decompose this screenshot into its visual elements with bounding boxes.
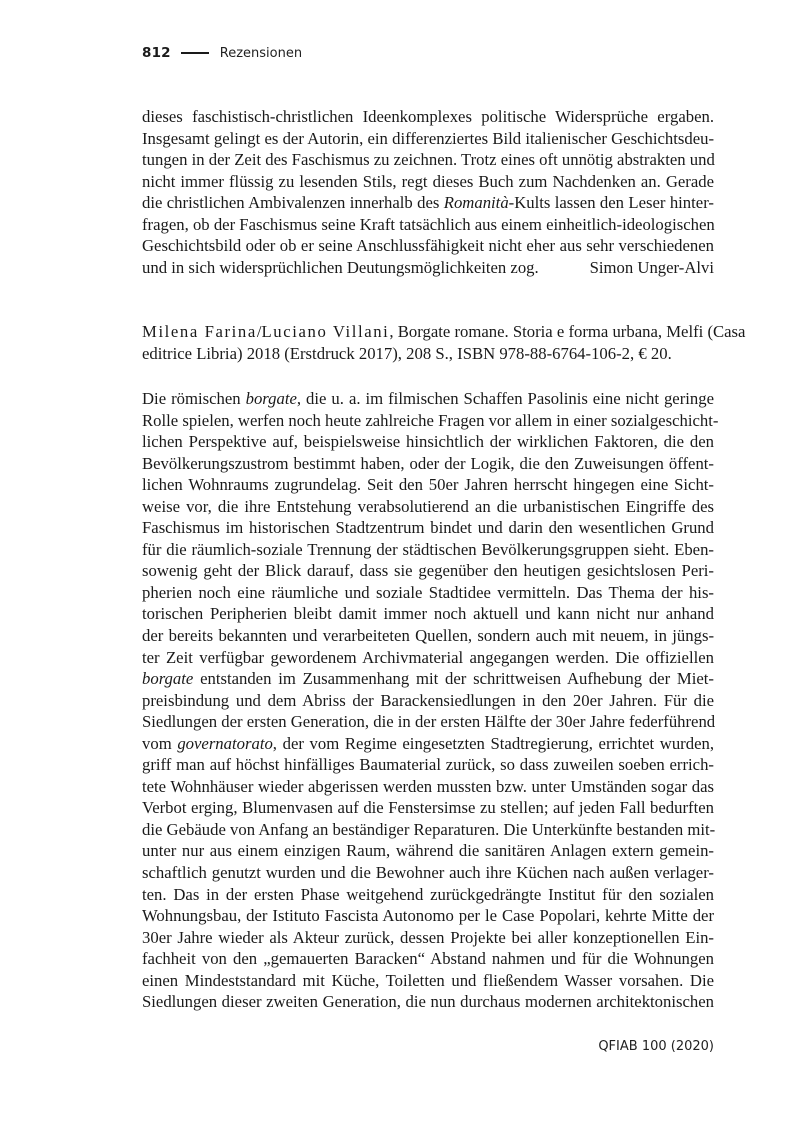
emphasis-borgate: borgate — [245, 389, 297, 408]
text-line — [142, 668, 714, 690]
text-line: tungen in der Zeit des Faschismus zu zeichnen. Trotz eines oft unnötig abstrakten und — [142, 150, 715, 170]
text-line: pherien noch eine räumliche und soziale Stadtidee vermitteln. Das Thema der his- — [142, 582, 714, 602]
text-line: weise vor, die ihre Entstehung verabsolutierend an die urbanistischen Eingriffe des — [142, 496, 714, 516]
text-line: Geschichtsbild oder ob er seine Anschlussfähigkeit nicht eher aus sehr verschiedenen — [142, 236, 714, 256]
text-line: nicht immer flüssig zu lesenden Stils, regt dieses Buch zum Nachdenken an. Gerade — [142, 171, 714, 191]
text-line: unter nur aus einem einzigen Raum, während die sanitären Anlagen extern gemein- — [142, 841, 714, 861]
text-line: schaftlich genutzt wurden und die Bewohner auch ihre Küchen nach außen verlager- — [142, 863, 714, 883]
closing-line — [142, 257, 714, 279]
text-line — [142, 192, 714, 214]
citation-title: , Borgate romane. Storia e forma urbana, Melfi (Casa — [389, 322, 746, 341]
text-line: sowenig geht der Blick darauf, dass sie gegenüber den heutigen gesichtslosen Peri- — [142, 561, 714, 581]
text-line: fragen, ob der Faschismus seine Kraft tatsächlich aus einem einheitlich-ideologischen — [142, 214, 715, 234]
text-line: Faschismus im historischen Stadtzentrum bindet und darin den wesentlichen Grund — [142, 518, 714, 538]
text-segment: und in sich widersprüchlichen Deutungsmöglichkeiten zog. — [142, 257, 539, 277]
text-line: preisbindung und dem Abriss der Barackensiedlungen in den 20er Jahren. Für die — [142, 690, 714, 710]
text-line: torischen Peripherien bleibt damit immer noch aktuell und kann nicht nur anhand — [142, 604, 714, 624]
text-line: ter Zeit verfügbar gewordenem Archivmaterial angegangen werden. Die offiziellen — [142, 647, 714, 667]
author-name: Luciano Villani — [261, 322, 390, 341]
text-line: 30er Jahre wieder als Akteur zurück, dessen Projekte bei aller konzeptionellen Ein- — [142, 927, 714, 947]
text-line: der bereits bekannten und verarbeiteten Quellen, sondern auch mit neuem, in jüngs- — [142, 626, 714, 646]
text-line: für die räumlich-soziale Trennung der städtischen Bevölkerungsgruppen sieht. Eben- — [142, 539, 714, 559]
text-line — [142, 388, 714, 410]
book-citation — [142, 321, 746, 364]
author-separator: / — [256, 322, 262, 341]
emphasis-governatorato: governatorato — [177, 733, 273, 753]
review-text-2 — [142, 388, 719, 1013]
text-segment: , die u. a. im filmischen Schaffen Pasolinis eine nicht geringe — [296, 389, 714, 408]
section-title: Rezensionen — [219, 45, 303, 61]
citation-line: editrice Libria) 2018 (Erstdruck 2017), 208 S., ISBN 978-88-6764-106-2, € 20. — [142, 343, 672, 363]
journal-footer: QFIAB 100 (2020) — [598, 1039, 714, 1054]
text-segment: die christlichen Ambivalenzen innerhalb des — [142, 193, 444, 213]
text-line: Bevölkerungszustrom bestimmt haben, oder der Logik, die den Zuweisungen öffent- — [142, 453, 714, 473]
text-line — [142, 733, 714, 755]
reviewer-name: Simon Unger-Alvi — [589, 257, 714, 277]
text-line: lichen Perspektive auf, beispielsweise hinsichtlich der wirklichen Faktoren, die den — [142, 432, 714, 452]
text-line: Verbot erging, Blumenvasen auf die Fenstersimse zu stellen; auf jeden Fall bedurften — [142, 798, 714, 818]
text-line: Rolle spielen, werfen noch heute zahlreiche Fragen vor allem in einer sozialgeschicht- — [142, 410, 719, 430]
page-number: 812 — [142, 45, 171, 61]
text-segment: -Kults lassen den Leser hinter- — [508, 193, 714, 213]
text-line: griff man auf höchst hinfälliges Baumaterial zurück, so dass zuweilen soeben errich- — [142, 755, 714, 775]
author-name: Milena Farina — [142, 322, 257, 341]
review-text-1 — [142, 106, 714, 278]
text-line: Siedlungen dieser zweiten Generation, die nun durchaus modernen architektonischen — [142, 992, 714, 1012]
text-segment: , der vom Regime eingesetzten Stadtregierung, errichtet wurden, — [272, 733, 714, 753]
text-line: die Gebäude von Anfang an beständiger Reparaturen. Die Unterkünfte bestanden mit- — [142, 819, 716, 839]
text-line: Insgesamt gelingt es der Autorin, ein differenziertes Bild italienischer Geschichtsdeu- — [142, 128, 714, 148]
header-rule — [181, 52, 209, 54]
text-line: tete Wohnhäuser wieder abgerissen werden mussten bzw. unter Umständen sogar das — [142, 776, 714, 796]
text-line: fachheit von den „gemauerten Baracken“ Abstand nahmen und für die Wohnungen — [142, 949, 714, 969]
text-line: lichen Wohnraums zugrundelag. Seit den 50er Jahren herrscht hingegen eine Sicht- — [142, 475, 714, 495]
text-segment: entstanden im Zusammenhang mit der schrittweisen Aufhebung der Miet- — [193, 669, 714, 689]
text-line: dieses faschistisch-christlichen Ideenkomplexes politische Widersprüche ergaben. — [142, 107, 714, 126]
text-line: Siedlungen der ersten Generation, die in der ersten Hälfte der 30er Jahre federführend — [142, 712, 716, 732]
text-segment: Die römischen — [142, 389, 246, 408]
text-line: einen Mindeststandard mit Küche, Toiletten und fließendem Wasser vorsahen. Die — [142, 970, 714, 990]
text-segment: vom — [142, 733, 178, 753]
citation-line — [142, 321, 746, 343]
text-line: ten. Das in der ersten Phase weitgehend zurückgedrängte Institut für den sozialen — [142, 884, 714, 904]
running-header — [142, 45, 302, 61]
emphasis-romanita: Romanità — [443, 193, 509, 213]
emphasis-borgate: borgate — [142, 669, 194, 689]
text-line: Wohnungsbau, der Istituto Fascista Autonomo per le Case Popolari, kehrte Mitte der — [142, 906, 714, 926]
